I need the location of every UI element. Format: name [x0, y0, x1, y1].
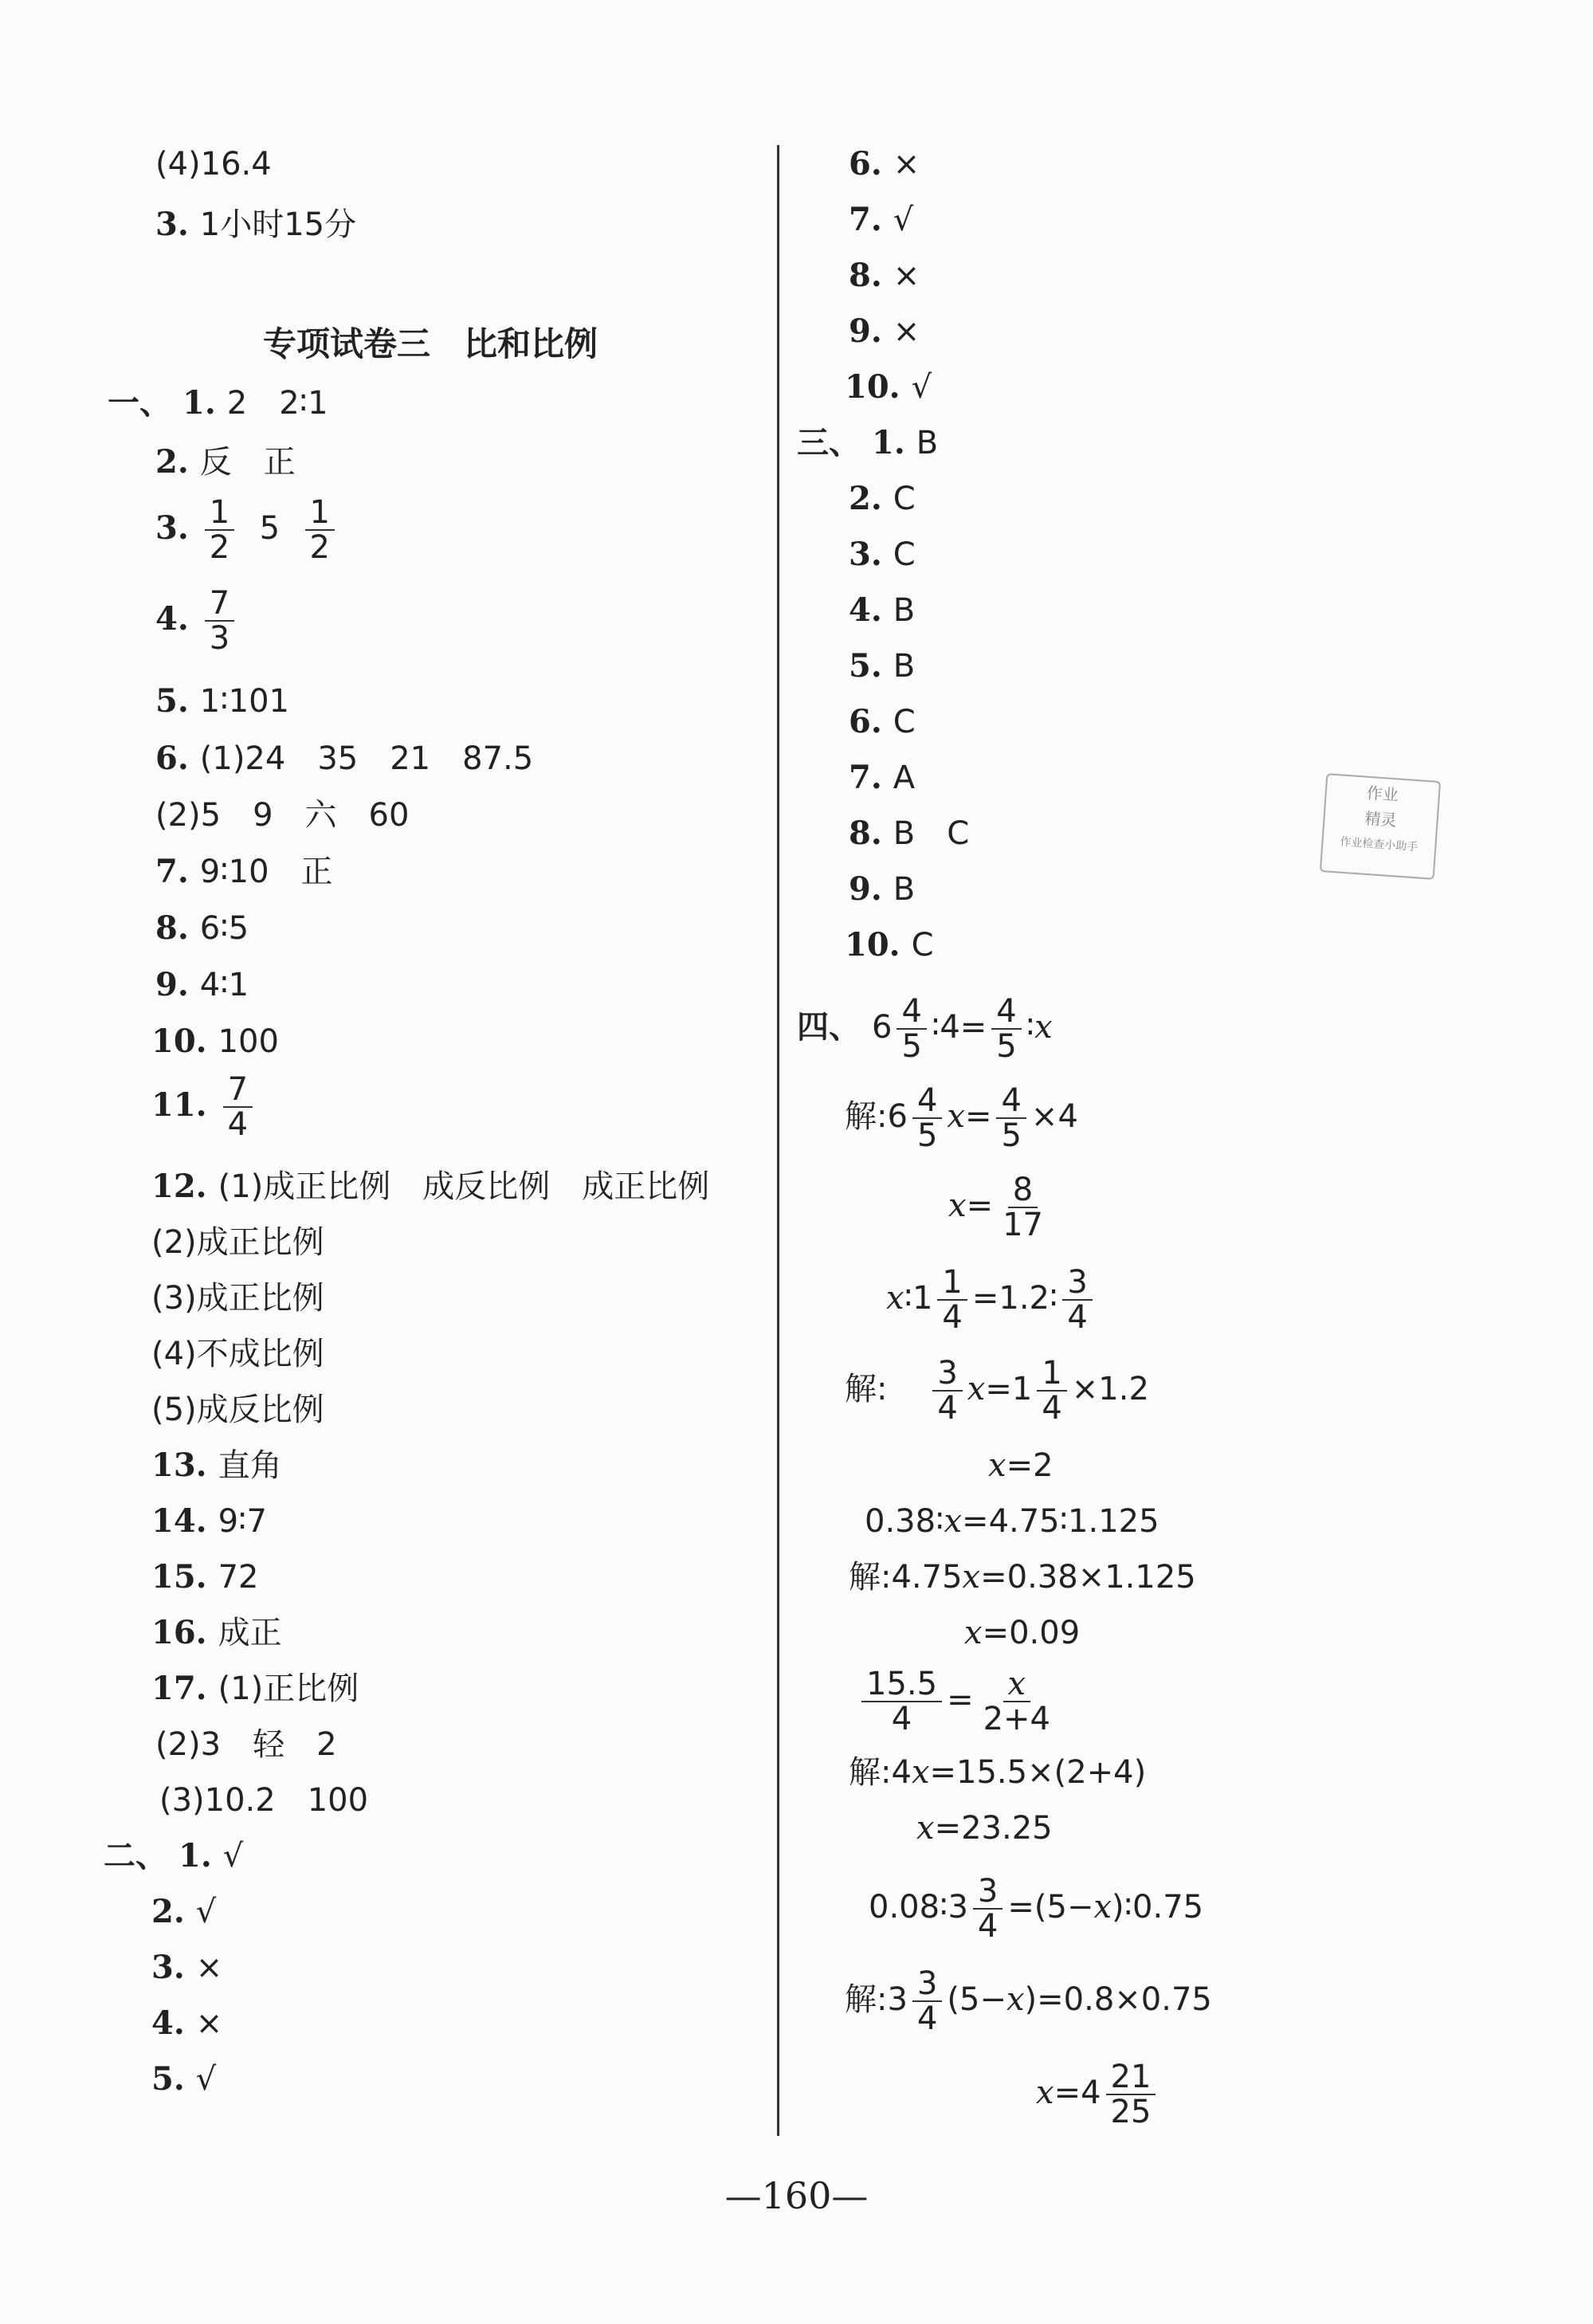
- equation-line: 解:4.75x=0.38×1.125: [849, 1559, 1196, 1596]
- question-number: 7.: [155, 853, 189, 890]
- variable-x: x: [962, 1559, 981, 1596]
- answer-text: (1)正比例: [218, 1670, 359, 1707]
- answer-line: [849, 759, 915, 797]
- fraction: $\frac{15.5}{4}$: [861, 1667, 942, 1736]
- answer-line: [155, 909, 249, 948]
- question-number: 1.: [872, 424, 905, 461]
- answer-text: (1)24 35 21 87.5: [199, 740, 534, 777]
- answer-line: [155, 206, 356, 244]
- section-prefix: 二、: [104, 1837, 167, 1875]
- check-mark: √: [893, 202, 914, 238]
- equation-line: x=0.09: [964, 1615, 1081, 1651]
- answer-text: (3)成正比例: [151, 1280, 324, 1317]
- answer-line: [151, 1558, 259, 1596]
- answer-text: 成正: [218, 1615, 282, 1651]
- variable-x: x: [947, 1098, 965, 1135]
- fraction: $\frac{3}{4}$: [1062, 1266, 1092, 1334]
- variable-x: x: [886, 1280, 904, 1317]
- variable-x: x: [911, 1754, 930, 1791]
- answer-line: [151, 2004, 222, 2043]
- question-number: 9.: [849, 870, 882, 908]
- section-prefix: 一、: [108, 384, 171, 422]
- variable-x: x: [1036, 2075, 1054, 2111]
- variable-x: x: [1093, 1889, 1112, 1926]
- section-prefix: 三、: [797, 424, 861, 461]
- answer-text: (3)10.2 100: [159, 1782, 369, 1819]
- answer-text: 100: [218, 1023, 279, 1060]
- variable-x: x: [964, 1615, 983, 1651]
- fraction: $\frac{4}{5}$: [897, 995, 926, 1063]
- fraction: $\frac{1}{2}$: [305, 496, 335, 564]
- answer-line: [155, 853, 333, 891]
- equation-line: x∶1 $\frac{1}{4}$ =1.2∶ $\frac{3}{4}$: [886, 1266, 1097, 1334]
- answer-text: 5: [259, 510, 281, 547]
- equation-line: 解:6 $\frac{4}{5}$ x= $\frac{4}{5}$ ×4: [845, 1082, 1078, 1154]
- fraction: $\frac{7}{4}$: [223, 1073, 253, 1141]
- answer-line: [151, 1670, 359, 1708]
- answer-line: [155, 740, 533, 778]
- answer-text: 1∶101: [199, 683, 289, 720]
- stamp-text: 作业: [1366, 783, 1399, 805]
- equation-line: 解:4x=15.5×(2+4): [849, 1754, 1147, 1791]
- equation-line: x=23.25: [916, 1810, 1053, 1847]
- answer-text: B: [893, 648, 916, 685]
- question-number: 6.: [849, 145, 882, 183]
- answer-text: C: [893, 481, 916, 517]
- answer-text: (4)不成比例: [151, 1336, 324, 1372]
- question-number: 2.: [849, 480, 882, 517]
- equation-line: 0.38∶x=4.75∶1.125: [865, 1503, 1159, 1540]
- answer-text: B C: [893, 815, 970, 852]
- answer-line: [151, 1023, 279, 1061]
- answer-line: [849, 815, 969, 853]
- answer-line: [849, 201, 913, 239]
- page-number: —160—: [724, 2174, 869, 2217]
- variable-x: x: [988, 1447, 1006, 1484]
- stamp-watermark: [1320, 773, 1441, 880]
- answer-text: (4)16.4: [155, 146, 272, 183]
- variable-x: x: [1006, 1981, 1025, 2018]
- question-number: 17.: [151, 1670, 207, 1707]
- question-number: 1.: [182, 384, 216, 422]
- cross-mark: ×: [195, 1949, 223, 1986]
- question-number: 8.: [155, 909, 189, 947]
- question-number: 10.: [151, 1023, 207, 1060]
- question-number: 11.: [151, 1086, 207, 1124]
- check-mark: √: [222, 1838, 244, 1875]
- equation-line: 0.08∶3 $\frac{3}{4}$ =(5−x)∶0.75: [869, 1873, 1204, 1945]
- fraction: $\frac{3}{4}$: [973, 1875, 1002, 1943]
- answer-text: A: [893, 760, 916, 796]
- answer-line: [849, 257, 920, 295]
- answer-line: [155, 145, 272, 183]
- fraction: $\frac{x}{2+4}$: [983, 1666, 1050, 1737]
- answer-line: [845, 926, 934, 964]
- check-mark: √: [911, 369, 932, 406]
- question-number: 12.: [151, 1168, 207, 1205]
- answer-line: [849, 145, 920, 183]
- fraction: $\frac{1}{4}$: [1037, 1356, 1066, 1425]
- answer-line: [151, 1502, 267, 1541]
- answer-line: [849, 591, 915, 630]
- answer-text: (2)5 9 六 60: [155, 797, 410, 834]
- equation-line: 解:3 $\frac{3}{4}$ (5−x)=0.8×0.75: [845, 1965, 1212, 2037]
- answer-text: B: [916, 425, 939, 461]
- answer-line: [151, 1893, 216, 1931]
- question-number: 16.: [151, 1614, 207, 1651]
- answer-line: [151, 1949, 222, 1987]
- variable-x: x: [1034, 1009, 1053, 1046]
- question-number: 2.: [155, 443, 189, 481]
- equation-line: 四、 6 $\frac{4}{5}$ ∶4= $\frac{4}{5}$ ∶x: [797, 993, 1053, 1065]
- answer-text: C: [911, 927, 934, 964]
- stamp-text: 精灵: [1363, 808, 1398, 830]
- question-number: 7.: [849, 759, 882, 796]
- equation-line: x=2: [988, 1447, 1053, 1484]
- fraction: $\frac{1}{2}$: [205, 496, 234, 564]
- fraction: $\frac{21}{25}$: [1106, 2060, 1156, 2129]
- question-number: 10.: [845, 368, 900, 406]
- question-number: 8.: [849, 257, 882, 294]
- fraction: $\frac{8}{17}$: [1002, 1172, 1043, 1243]
- stamp-text: 作业检查小助手: [1339, 835, 1418, 854]
- equation-line: x=4 $\frac{21}{25}$: [1036, 2060, 1160, 2129]
- fraction: $\frac{3}{4}$: [932, 1356, 962, 1425]
- fraction: $\frac{1}{4}$: [937, 1266, 967, 1334]
- answer-line: [155, 496, 339, 564]
- fraction: $\frac{4}{5}$: [996, 1084, 1026, 1152]
- question-number: 9.: [155, 966, 189, 1003]
- question-number: 7.: [849, 201, 882, 238]
- variable-x: x: [916, 1810, 935, 1847]
- cross-mark: ×: [893, 257, 920, 294]
- question-number: 1.: [179, 1837, 212, 1875]
- answer-text: 9∶7: [218, 1503, 267, 1540]
- answer-line: [849, 870, 915, 909]
- question-number: 3.: [155, 206, 189, 243]
- answer-line: [104, 1837, 243, 1875]
- question-number: 4.: [151, 2004, 185, 2042]
- section-title: 专项试卷三 比和比例: [263, 324, 598, 363]
- fraction: $\frac{4}{5}$: [912, 1084, 942, 1152]
- question-number: 5.: [151, 2060, 185, 2098]
- answer-line: [849, 536, 916, 574]
- variable-x: x: [948, 1188, 967, 1224]
- check-mark: √: [195, 1894, 217, 1930]
- answer-line: [155, 966, 249, 1004]
- question-number: 2.: [151, 1893, 185, 1930]
- answer-line: [155, 587, 239, 655]
- question-number: 10.: [845, 926, 900, 964]
- answer-line: [155, 1725, 337, 1764]
- question-number: 15.: [151, 1558, 207, 1596]
- answer-text: 6∶5: [199, 910, 249, 947]
- variable-x: x: [944, 1503, 963, 1540]
- answer-line: [151, 1073, 257, 1141]
- answer-line: [151, 1614, 282, 1652]
- answer-line: [797, 424, 938, 462]
- answer-text: (2)成正比例: [151, 1224, 324, 1261]
- answer-line: [849, 312, 920, 351]
- question-number: 6.: [849, 703, 882, 740]
- answer-line: [151, 1335, 324, 1373]
- answer-text: C: [893, 536, 916, 573]
- answer-text: 直角: [218, 1447, 282, 1484]
- answer-text: B: [893, 592, 916, 629]
- answer-text: 2 2∶1: [226, 385, 328, 422]
- question-number: 8.: [849, 815, 882, 852]
- answer-text: (1)成正比例 成反比例 成正比例: [218, 1168, 710, 1205]
- question-number: 5.: [155, 682, 189, 720]
- section-prefix: 四、: [797, 1008, 861, 1046]
- variable-x: x: [967, 1371, 986, 1407]
- question-number: 3.: [849, 536, 882, 573]
- question-number: 5.: [849, 647, 882, 685]
- question-number: 3.: [151, 1949, 185, 1986]
- answer-line: [849, 703, 916, 741]
- question-number: 6.: [155, 740, 189, 777]
- question-number: 9.: [849, 312, 882, 350]
- equation-line: 解: $\frac{3}{4}$ x=1 $\frac{1}{4}$ ×1.2: [845, 1355, 1149, 1427]
- answer-text: 反 正: [199, 444, 296, 481]
- answer-line: [151, 1168, 709, 1206]
- question-number: 4.: [155, 600, 189, 638]
- answer-text: 9∶10 正: [199, 854, 333, 890]
- answer-line: [155, 682, 289, 720]
- answer-line: [151, 1223, 324, 1262]
- answer-text: C: [893, 704, 916, 740]
- check-mark: √: [195, 2061, 217, 2098]
- answer-line: [155, 443, 296, 481]
- cross-mark: ×: [893, 313, 920, 350]
- answer-line: [151, 2060, 216, 2098]
- question-number: 14.: [151, 1502, 207, 1540]
- cross-mark: ×: [195, 2005, 223, 2042]
- answer-line: [159, 1781, 368, 1820]
- answer-text: 1小时15分: [199, 206, 357, 243]
- answer-text: (2)3 轻 2: [155, 1726, 337, 1763]
- equation-line: x= $\frac{8}{17}$: [948, 1173, 1053, 1242]
- question-number: 13.: [151, 1447, 207, 1484]
- answer-text: 72: [218, 1559, 259, 1596]
- equation-line: $\frac{15.5}{4}$ = $\frac{x}{2+4}$: [857, 1667, 1060, 1736]
- fraction: $\frac{4}{5}$: [991, 995, 1021, 1063]
- answer-line: [151, 1279, 324, 1317]
- answer-line: [151, 1391, 324, 1429]
- answer-text: B: [893, 871, 916, 908]
- question-number: 3.: [155, 509, 189, 547]
- answer-line: [151, 1447, 282, 1485]
- fraction: $\frac{7}{3}$: [205, 587, 234, 655]
- answer-line: [155, 796, 409, 834]
- answer-line: [849, 480, 916, 518]
- fraction: $\frac{3}{4}$: [912, 1967, 942, 2035]
- answer-text: 4∶1: [199, 967, 249, 1003]
- answer-line: [108, 384, 328, 422]
- question-number: 4.: [849, 591, 882, 629]
- answer-line: [845, 368, 932, 406]
- answer-text: (5)成反比例: [151, 1392, 324, 1428]
- answer-line: [849, 647, 915, 685]
- column-divider: [777, 145, 779, 2136]
- cross-mark: ×: [893, 146, 920, 183]
